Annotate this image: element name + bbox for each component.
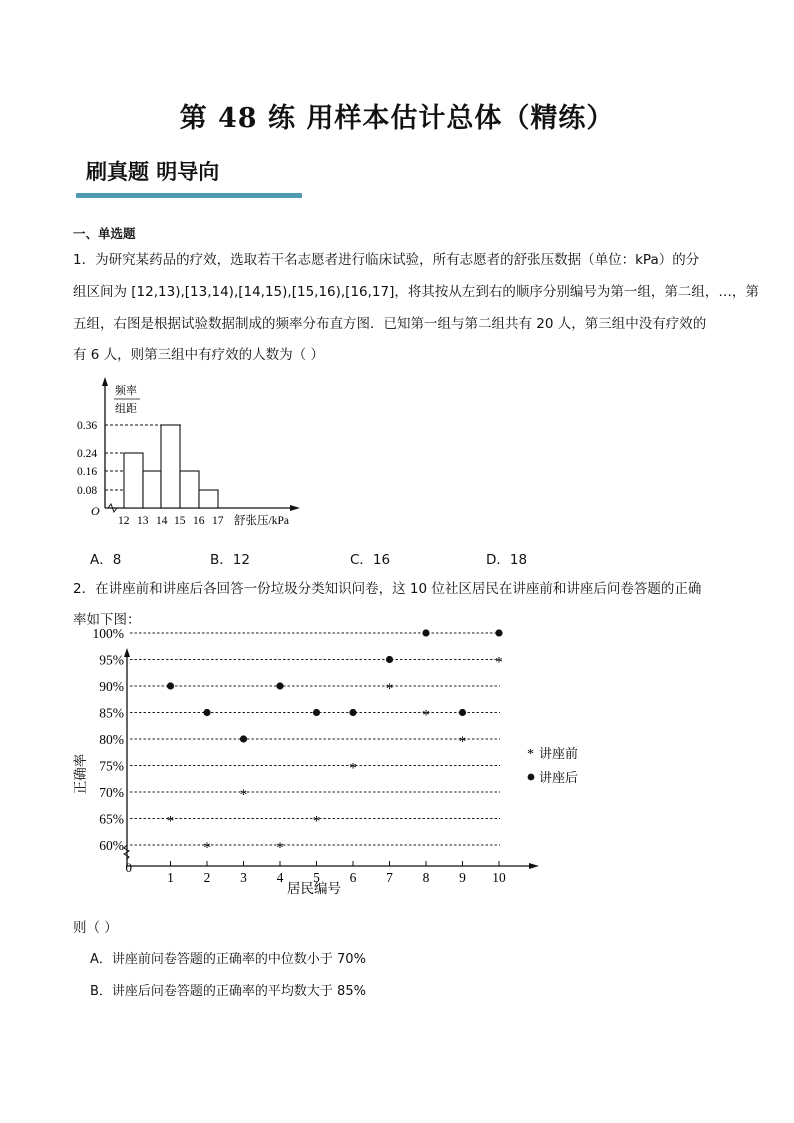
y-label-bottom: 组距 bbox=[115, 403, 137, 415]
before-point-asterisk-icon: * bbox=[276, 840, 284, 856]
y-tick: 0.24 bbox=[77, 448, 98, 460]
histogram-chart bbox=[72, 372, 312, 532]
y-label-top: 频率 bbox=[115, 385, 137, 397]
before-point-asterisk-icon: * bbox=[422, 707, 430, 724]
x-tick: 10 bbox=[492, 870, 506, 885]
after-point-dot-icon bbox=[422, 629, 429, 636]
y-tick: 75% bbox=[99, 758, 124, 774]
y-axis-label: 正确率 bbox=[73, 753, 88, 795]
x-tick: 5 bbox=[313, 870, 320, 885]
x-axis-label: 舒张压/kPa bbox=[234, 515, 289, 527]
x-tick: 7 bbox=[386, 870, 393, 885]
q1-option-a[interactable]: A．8 bbox=[90, 552, 122, 568]
section-underline-bar bbox=[76, 193, 302, 198]
y-tick: 100% bbox=[92, 626, 124, 641]
x-tick: 16 bbox=[193, 515, 205, 527]
y-axis-arrow-icon bbox=[124, 648, 130, 657]
y-tick: 65% bbox=[99, 811, 124, 827]
q1-option-b[interactable]: B．12 bbox=[210, 552, 250, 568]
legend-before-label: 讲座前 bbox=[539, 746, 579, 761]
q2-line-1: 2．在讲座前和讲座后各回答一份垃圾分类知识问卷，这 10 位社区居民在讲座前和讲座后问卷答题的正确 bbox=[73, 581, 702, 597]
q2-option-a[interactable]: A．讲座前问卷答题的正确率的中位数小于 70% bbox=[90, 952, 366, 967]
y-origin-label: 0 bbox=[125, 860, 132, 875]
y-tick: 90% bbox=[99, 679, 124, 694]
y-tick: 0.16 bbox=[77, 466, 98, 478]
histogram-bar bbox=[124, 453, 143, 508]
x-tick: 4 bbox=[276, 870, 284, 885]
q1-line-3: 五组，右图是根据试验数据制成的频率分布直方图．已知第一组与第二组共有 20 人，第三组中没有疗效的 bbox=[73, 316, 707, 332]
histogram-bar bbox=[143, 471, 161, 508]
y-tick: 85% bbox=[99, 705, 124, 721]
histogram-bar bbox=[161, 425, 180, 508]
histogram-bar bbox=[199, 490, 218, 508]
after-point-dot-icon bbox=[495, 629, 502, 636]
before-point-asterisk-icon: * bbox=[166, 813, 175, 830]
q1-line-1: 1．为研究某药品的疗效，选取若干名志愿者进行临床试验，所有志愿者的舒张压数据（单位：kPa）的分 bbox=[73, 252, 700, 268]
x-tick: 14 bbox=[156, 515, 168, 527]
after-point-dot-icon bbox=[167, 682, 174, 689]
q2-then: 则（ ） bbox=[73, 920, 118, 936]
x-tick: 3 bbox=[240, 870, 247, 885]
q2-line-2: 率如下图： bbox=[73, 612, 141, 628]
y-tick: 0.08 bbox=[77, 485, 98, 497]
q2-option-b[interactable]: B．讲座后问卷答题的正确率的平均数大于 85% bbox=[90, 984, 366, 999]
after-point-dot-icon bbox=[459, 709, 466, 716]
chart-legend bbox=[527, 746, 578, 785]
after-point-dot-icon bbox=[386, 656, 393, 663]
legend-after-marker-icon bbox=[528, 774, 535, 781]
part-label: 一、单选题 bbox=[73, 226, 136, 241]
after-point-dot-icon bbox=[349, 709, 356, 716]
scatter-chart bbox=[72, 626, 632, 896]
y-axis-arrow-icon bbox=[102, 377, 108, 386]
q1-line-2: 组区间为 [12,13),[13,14),[14,15),[15,16),[16,17]，将其按从左到右的顺序分别编号为第一组，第二组，…，第 bbox=[73, 284, 759, 300]
histogram-bar bbox=[180, 471, 199, 508]
y-tick: 95% bbox=[99, 652, 124, 668]
page-title: 第 48 练 用样本估计总体（精练） bbox=[179, 103, 615, 134]
x-axis-arrow-icon bbox=[529, 863, 539, 869]
q1-option-d[interactable]: D．18 bbox=[486, 552, 528, 568]
before-point-asterisk-icon: * bbox=[349, 760, 357, 777]
legend-after-label: 讲座后 bbox=[539, 770, 579, 785]
before-point-asterisk-icon: * bbox=[203, 840, 211, 856]
section-heading: 刷真题 明导向 bbox=[86, 160, 220, 184]
y-tick: 70% bbox=[99, 785, 124, 800]
x-tick: 9 bbox=[459, 870, 466, 885]
after-point-dot-icon bbox=[276, 682, 283, 689]
x-tick: 15 bbox=[174, 515, 186, 527]
x-tick: 1 bbox=[167, 870, 174, 885]
before-point-asterisk-icon: * bbox=[495, 654, 503, 671]
after-point-dot-icon bbox=[240, 735, 247, 742]
x-axis-arrow-icon bbox=[290, 505, 300, 511]
x-tick: 17 bbox=[212, 515, 224, 527]
x-tick: 12 bbox=[118, 515, 130, 527]
x-tick: 13 bbox=[137, 515, 149, 527]
y-tick: 80% bbox=[99, 732, 124, 747]
after-point-dot-icon bbox=[203, 709, 210, 716]
before-point-asterisk-icon: * bbox=[312, 813, 321, 830]
x-tick: 8 bbox=[422, 870, 430, 885]
before-point-asterisk-icon: * bbox=[239, 787, 248, 803]
q1-option-c[interactable]: C．16 bbox=[350, 552, 391, 568]
x-tick: 2 bbox=[203, 870, 211, 885]
before-point-asterisk-icon: * bbox=[458, 734, 467, 750]
y-tick: 60% bbox=[99, 838, 124, 853]
before-point-asterisk-icon: * bbox=[385, 681, 394, 697]
legend-before-marker: * bbox=[527, 747, 534, 762]
y-tick: 0.36 bbox=[77, 420, 98, 432]
q1-line-4: 有 6 人，则第三组中有疗效的人数为（ ） bbox=[73, 347, 324, 363]
after-point-dot-icon bbox=[313, 709, 320, 716]
x-axis-label: 居民编号 bbox=[287, 881, 341, 896]
x-tick: 6 bbox=[349, 870, 357, 885]
origin-label: O bbox=[91, 504, 100, 518]
